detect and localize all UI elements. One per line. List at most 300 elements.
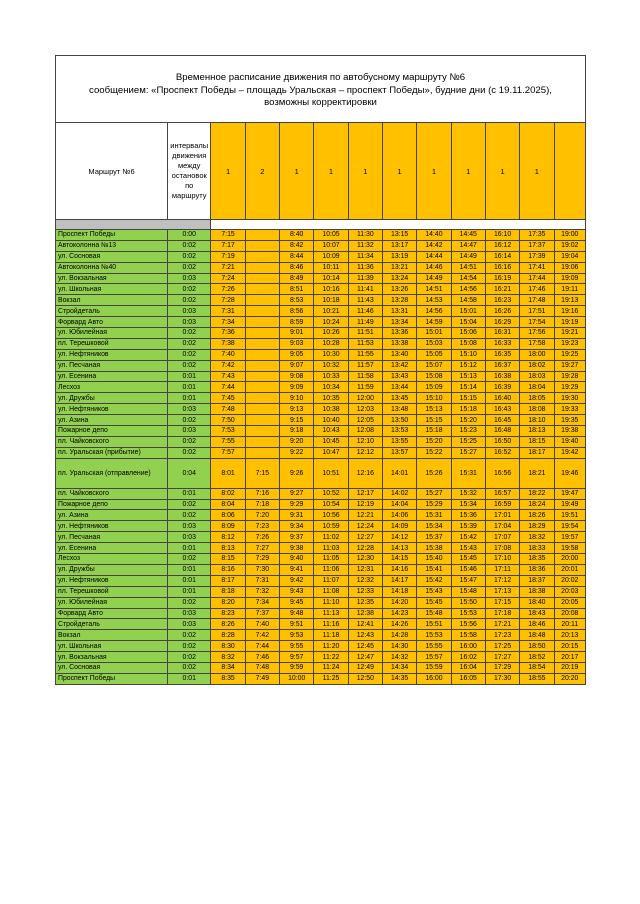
departure-time-cell: 14:44 (417, 251, 451, 262)
interval-cell: 0:01 (168, 382, 211, 393)
departure-time-cell: 15:56 (451, 619, 485, 630)
interval-cell: 0:03 (168, 521, 211, 532)
departure-time-cell: 9:59 (280, 662, 314, 673)
departure-time-cell: 14:17 (382, 575, 416, 586)
departure-time-cell: 20:02 (554, 575, 585, 586)
departure-time-cell: 8:16 (211, 564, 245, 575)
interval-cell: 0:03 (168, 306, 211, 317)
departure-time-cell: 12:27 (348, 532, 382, 543)
departure-time-cell: 8:51 (280, 284, 314, 295)
departure-time-cell: 19:35 (554, 415, 585, 426)
stop-name-cell: Проспект Победы (56, 673, 168, 684)
departure-time-cell: 17:18 (485, 608, 519, 619)
interval-cell: 0:01 (168, 393, 211, 404)
departure-time-cell: 7:40 (245, 619, 279, 630)
departure-time-cell: 16:29 (485, 317, 519, 328)
departure-time-cell (245, 415, 279, 426)
departure-time-cell: 13:48 (382, 404, 416, 415)
departure-time-cell: 19:28 (554, 371, 585, 382)
interval-cell: 0:02 (168, 662, 211, 673)
departure-time-cell: 8:46 (280, 262, 314, 273)
departure-time-cell: 20:01 (554, 564, 585, 575)
departure-time-cell: 8:17 (211, 575, 245, 586)
departure-time-cell: 17:13 (485, 586, 519, 597)
departure-time-cell: 7:53 (211, 426, 245, 437)
departure-time-cell: 15:43 (451, 543, 485, 554)
departure-time-cell: 12:10 (348, 436, 382, 447)
departure-time-cell: 19:23 (554, 338, 585, 349)
departure-time-cell: 17:41 (520, 262, 554, 273)
departure-time-cell: 16:04 (451, 662, 485, 673)
table-row (56, 338, 586, 349)
departure-time-cell: 15:05 (417, 349, 451, 360)
departure-time-cell: 18:05 (520, 393, 554, 404)
departure-time-cell: 7:31 (211, 306, 245, 317)
departure-time-cell: 8:23 (211, 608, 245, 619)
departure-time-cell: 19:29 (554, 382, 585, 393)
departure-time-cell: 15:27 (417, 488, 451, 499)
table-row (56, 447, 586, 458)
interval-cell: 0:03 (168, 404, 211, 415)
departure-time-cell: 14:06 (382, 510, 416, 521)
table-row (56, 619, 586, 630)
departure-time-cell (245, 262, 279, 273)
departure-time-cell: 13:57 (382, 447, 416, 458)
departure-time-cell: 19:38 (554, 426, 585, 437)
interval-cell: 0:02 (168, 349, 211, 360)
departure-time-cell: 11:30 (348, 230, 382, 241)
departure-time-cell: 7:37 (245, 608, 279, 619)
departure-time-cell: 7:43 (211, 371, 245, 382)
departure-time-cell: 10:34 (314, 382, 348, 393)
departure-time-cell: 19:16 (554, 306, 585, 317)
departure-time-cell: 14:51 (417, 284, 451, 295)
departure-time-cell: 7:42 (245, 630, 279, 641)
departure-time-cell: 18:48 (520, 630, 554, 641)
stop-name-cell: Автоколонна №40 (56, 262, 168, 273)
departure-time-cell: 17:08 (485, 543, 519, 554)
stop-name-cell: ул. Есенина (56, 543, 168, 554)
interval-cell: 0:03 (168, 608, 211, 619)
departure-time-cell: 19:30 (554, 393, 585, 404)
departure-time-cell (245, 317, 279, 328)
stop-name-cell: ул. Вокзальная (56, 652, 168, 663)
departure-time-cell: 8:04 (211, 499, 245, 510)
stop-name-cell: пл. Терешковой (56, 338, 168, 349)
departure-time-cell: 13:40 (382, 349, 416, 360)
departure-time-cell: 14:54 (451, 273, 485, 284)
departure-time-cell: 16:48 (485, 426, 519, 437)
departure-time-cell: 7:48 (245, 662, 279, 673)
interval-cell: 0:02 (168, 262, 211, 273)
departure-time-cell: 10:14 (314, 273, 348, 284)
departure-time-cell: 20:08 (554, 608, 585, 619)
departure-time-cell: 17:44 (520, 273, 554, 284)
departure-time-cell: 13:31 (382, 306, 416, 317)
departure-time-cell: 14:35 (382, 673, 416, 684)
trip-number-header: 1 (520, 123, 554, 220)
departure-time-cell: 14:34 (382, 662, 416, 673)
departure-time-cell: 10:30 (314, 349, 348, 360)
departure-time-cell: 16:05 (451, 673, 485, 684)
departure-time-cell (245, 306, 279, 317)
departure-time-cell: 18:32 (520, 532, 554, 543)
departure-time-cell: 18:43 (520, 608, 554, 619)
stop-name-cell: ул. Песчаная (56, 532, 168, 543)
trip-number-header: 1 (485, 123, 519, 220)
departure-time-cell (245, 426, 279, 437)
stop-name-cell: пл. Терешковой (56, 586, 168, 597)
table-row (56, 306, 586, 317)
departure-time-cell: 8:53 (280, 295, 314, 306)
departure-time-cell (245, 230, 279, 241)
stop-name-cell: пл. Чайковского (56, 436, 168, 447)
departure-time-cell: 18:17 (520, 447, 554, 458)
departure-time-cell: 10:09 (314, 251, 348, 262)
departure-time-cell: 18:33 (520, 543, 554, 554)
departure-time-cell: 15:31 (451, 458, 485, 488)
departure-time-cell: 14:04 (382, 499, 416, 510)
departure-time-cell: 8:42 (280, 240, 314, 251)
stop-name-cell: ул. Юбилейная (56, 328, 168, 339)
departure-time-cell: 9:37 (280, 532, 314, 543)
departure-time-cell: 15:23 (451, 426, 485, 437)
departure-time-cell: 8:06 (211, 510, 245, 521)
departure-time-cell: 14:09 (382, 521, 416, 532)
departure-time-cell: 8:56 (280, 306, 314, 317)
departure-time-cell (245, 338, 279, 349)
departure-time-cell: 17:04 (485, 521, 519, 532)
table-row (56, 488, 586, 499)
departure-time-cell: 11:22 (314, 652, 348, 663)
departure-time-cell: 15:50 (451, 597, 485, 608)
departure-time-cell: 17:54 (520, 317, 554, 328)
stop-name-cell: Пожарное депо (56, 499, 168, 510)
departure-time-cell: 13:45 (382, 393, 416, 404)
departure-time-cell (245, 436, 279, 447)
departure-time-cell: 7:27 (245, 543, 279, 554)
departure-time-cell: 15:58 (451, 630, 485, 641)
departure-time-cell: 7:44 (211, 382, 245, 393)
stop-name-cell: ул. Азина (56, 415, 168, 426)
departure-time-cell: 19:13 (554, 295, 585, 306)
stop-name-cell: ул. Вокзальная (56, 273, 168, 284)
departure-time-cell (245, 240, 279, 251)
departure-time-cell: 13:36 (382, 328, 416, 339)
departure-time-cell: 15:46 (451, 564, 485, 575)
departure-time-cell: 12:47 (348, 652, 382, 663)
departure-time-cell: 8:20 (211, 597, 245, 608)
departure-time-cell: 9:20 (280, 436, 314, 447)
table-row (56, 273, 586, 284)
departure-time-cell: 16:14 (485, 251, 519, 262)
departure-time-cell: 15:26 (417, 458, 451, 488)
departure-time-cell: 10:35 (314, 393, 348, 404)
stop-name-cell: ул. Нефтяников (56, 521, 168, 532)
departure-time-cell: 9:31 (280, 510, 314, 521)
stop-name-cell: Форвард Авто (56, 608, 168, 619)
stop-name-cell: ул. Азина (56, 510, 168, 521)
departure-time-cell: 13:34 (382, 317, 416, 328)
departure-time-cell: 20:00 (554, 554, 585, 565)
departure-time-cell: 8:49 (280, 273, 314, 284)
departure-time-cell: 19:11 (554, 284, 585, 295)
departure-time-cell: 15:18 (451, 404, 485, 415)
departure-time-cell: 16:39 (485, 382, 519, 393)
interval-cell: 0:02 (168, 597, 211, 608)
departure-time-cell: 18:38 (520, 586, 554, 597)
departure-time-cell (245, 251, 279, 262)
departure-time-cell: 16:35 (485, 349, 519, 360)
departure-time-cell: 7:20 (245, 510, 279, 521)
departure-time-cell: 7:15 (211, 230, 245, 241)
departure-time-cell: 20:20 (554, 673, 585, 684)
departure-time-cell: 15:32 (451, 488, 485, 499)
departure-time-cell: 7:57 (211, 447, 245, 458)
departure-time-cell: 17:48 (520, 295, 554, 306)
departure-time-cell: 8:12 (211, 532, 245, 543)
departure-time-cell: 10:38 (314, 404, 348, 415)
trip-number-header: 1 (314, 123, 348, 220)
table-row (56, 295, 586, 306)
departure-time-cell (245, 447, 279, 458)
departure-time-cell: 19:06 (554, 262, 585, 273)
trip-number-header: 1 (382, 123, 416, 220)
departure-time-cell: 12:50 (348, 673, 382, 684)
stop-name-cell: ул. Юбилейная (56, 597, 168, 608)
departure-time-cell: 12:16 (348, 458, 382, 488)
interval-cell: 0:02 (168, 415, 211, 426)
stop-name-cell: ул. Песчаная (56, 360, 168, 371)
departure-time-cell: 16:40 (485, 393, 519, 404)
departure-time-cell: 19:58 (554, 543, 585, 554)
stop-name-cell: ул. Сосновая (56, 251, 168, 262)
departure-time-cell: 14:53 (417, 295, 451, 306)
table-row (56, 641, 586, 652)
departure-time-cell: 16:12 (485, 240, 519, 251)
header-spacer-row (56, 220, 586, 230)
departure-time-cell: 16:31 (485, 328, 519, 339)
departure-time-cell: 7:17 (211, 240, 245, 251)
departure-time-cell: 19:47 (554, 488, 585, 499)
interval-cell: 0:02 (168, 641, 211, 652)
table-row (56, 608, 586, 619)
schedule-table (55, 55, 586, 685)
departure-time-cell: 7:50 (211, 415, 245, 426)
departure-time-cell: 7:40 (211, 349, 245, 360)
departure-time-cell: 8:18 (211, 586, 245, 597)
departure-time-cell: 17:11 (485, 564, 519, 575)
departure-time-cell: 19:57 (554, 532, 585, 543)
departure-time-cell: 16:45 (485, 415, 519, 426)
departure-time-cell: 9:57 (280, 652, 314, 663)
departure-time-cell: 15:07 (417, 360, 451, 371)
departure-time-cell: 8:28 (211, 630, 245, 641)
departure-time-cell: 15:39 (451, 521, 485, 532)
departure-time-cell: 11:46 (348, 306, 382, 317)
departure-time-cell: 17:29 (485, 662, 519, 673)
departure-time-cell: 9:41 (280, 564, 314, 575)
table-row (56, 662, 586, 673)
departure-time-cell (245, 349, 279, 360)
departure-time-cell: 13:43 (382, 371, 416, 382)
departure-time-cell: 15:12 (451, 360, 485, 371)
departure-time-cell: 7:30 (245, 564, 279, 575)
stop-name-cell: пл. Уральская (прибытие) (56, 447, 168, 458)
departure-time-cell: 15:53 (417, 630, 451, 641)
departure-time-cell: 9:38 (280, 543, 314, 554)
table-row (56, 564, 586, 575)
interval-cell: 0:02 (168, 251, 211, 262)
departure-time-cell: 13:44 (382, 382, 416, 393)
departure-time-cell: 17:46 (520, 284, 554, 295)
table-row (56, 652, 586, 663)
departure-time-cell: 15:36 (451, 510, 485, 521)
departure-time-cell: 9:43 (280, 586, 314, 597)
departure-time-cell: 13:53 (382, 426, 416, 437)
table-row (56, 393, 586, 404)
departure-time-cell: 14:18 (382, 586, 416, 597)
departure-time-cell: 17:01 (485, 510, 519, 521)
stop-name-cell: Проспект Победы (56, 230, 168, 241)
departure-time-cell: 7:29 (245, 554, 279, 565)
interval-cell: 0:02 (168, 284, 211, 295)
departure-time-cell: 12:12 (348, 447, 382, 458)
departure-time-cell: 11:32 (348, 240, 382, 251)
departure-time-cell: 8:34 (211, 662, 245, 673)
departure-time-cell: 10:18 (314, 295, 348, 306)
departure-time-cell: 18:52 (520, 652, 554, 663)
departure-time-cell: 7:31 (245, 575, 279, 586)
departure-time-cell: 19:46 (554, 458, 585, 488)
table-row (56, 673, 586, 684)
departure-time-cell: 17:30 (485, 673, 519, 684)
trip-number-header: 1 (211, 123, 245, 220)
departure-time-cell: 13:17 (382, 240, 416, 251)
departure-time-cell: 9:03 (280, 338, 314, 349)
departure-time-cell: 14:23 (382, 608, 416, 619)
departure-time-cell: 10:40 (314, 415, 348, 426)
departure-time-cell: 9:48 (280, 608, 314, 619)
departure-time-cell (245, 284, 279, 295)
departure-time-cell: 10:24 (314, 317, 348, 328)
departure-time-cell (245, 393, 279, 404)
stop-name-cell: Лесхоз (56, 554, 168, 565)
departure-time-cell: 17:58 (520, 338, 554, 349)
departure-time-cell: 19:27 (554, 360, 585, 371)
departure-time-cell: 16:37 (485, 360, 519, 371)
departure-time-cell: 7:16 (245, 488, 279, 499)
departure-time-cell: 9:08 (280, 371, 314, 382)
departure-time-cell: 12:49 (348, 662, 382, 673)
departure-time-cell (245, 360, 279, 371)
departure-time-cell: 16:50 (485, 436, 519, 447)
departure-time-cell: 15:04 (451, 317, 485, 328)
interval-cell: 0:02 (168, 447, 211, 458)
trip-number-header: 2 (245, 123, 279, 220)
departure-time-cell: 11:05 (314, 554, 348, 565)
departure-time-cell: 11:58 (348, 371, 382, 382)
departure-time-cell: 17:10 (485, 554, 519, 565)
title-line-3: возможны корректировки (264, 97, 377, 109)
departure-time-cell: 12:45 (348, 641, 382, 652)
departure-time-cell: 7:21 (211, 262, 245, 273)
departure-time-cell: 16:59 (485, 499, 519, 510)
departure-time-cell: 8:32 (211, 652, 245, 663)
departure-time-cell: 11:03 (314, 543, 348, 554)
departure-time-cell: 14:49 (417, 273, 451, 284)
departure-time-cell: 20:05 (554, 597, 585, 608)
departure-time-cell: 15:08 (417, 371, 451, 382)
departure-time-cell: 18:08 (520, 404, 554, 415)
interval-cell: 0:01 (168, 371, 211, 382)
departure-time-cell: 16:16 (485, 262, 519, 273)
departure-time-cell: 16:00 (417, 673, 451, 684)
departure-time-cell: 16:10 (485, 230, 519, 241)
departure-time-cell: 17:23 (485, 630, 519, 641)
departure-time-cell: 15:34 (417, 521, 451, 532)
departure-time-cell: 16:33 (485, 338, 519, 349)
departure-time-cell: 7:45 (211, 393, 245, 404)
departure-time-cell: 16:57 (485, 488, 519, 499)
departure-time-cell: 9:07 (280, 360, 314, 371)
departure-time-cell: 9:53 (280, 630, 314, 641)
departure-time-cell: 7:32 (245, 586, 279, 597)
departure-time-cell: 15:34 (451, 499, 485, 510)
departure-time-cell: 18:24 (520, 499, 554, 510)
table-row (56, 510, 586, 521)
interval-cell: 0:02 (168, 240, 211, 251)
departure-time-cell: 19:00 (554, 230, 585, 241)
departure-time-cell: 14:30 (382, 641, 416, 652)
departure-time-cell: 16:00 (451, 641, 485, 652)
stop-name-cell: ул. Нефтяников (56, 575, 168, 586)
departure-time-cell: 20:19 (554, 662, 585, 673)
departure-time-cell: 12:32 (348, 575, 382, 586)
departure-time-cell: 14:02 (382, 488, 416, 499)
stop-name-cell: ул. Сосновая (56, 662, 168, 673)
departure-time-cell: 19:21 (554, 328, 585, 339)
departure-time-cell: 11:24 (314, 662, 348, 673)
departure-time-cell: 15:25 (451, 436, 485, 447)
table-row (56, 317, 586, 328)
interval-cell: 0:02 (168, 436, 211, 447)
interval-cell: 0:01 (168, 575, 211, 586)
departure-time-cell: 20:13 (554, 630, 585, 641)
departure-time-cell: 7:19 (211, 251, 245, 262)
departure-time-cell: 8:44 (280, 251, 314, 262)
departure-time-cell: 11:16 (314, 619, 348, 630)
departure-time-cell: 19:54 (554, 521, 585, 532)
departure-time-cell: 12:31 (348, 564, 382, 575)
departure-time-cell: 8:15 (211, 554, 245, 565)
departure-time-cell: 9:34 (280, 521, 314, 532)
departure-time-cell: 10:16 (314, 284, 348, 295)
stop-name-cell: Стройдеталь (56, 619, 168, 630)
departure-time-cell: 15:40 (417, 554, 451, 565)
table-row (56, 284, 586, 295)
departure-time-cell: 9:42 (280, 575, 314, 586)
departure-time-cell: 14:46 (417, 262, 451, 273)
departure-time-cell: 10:05 (314, 230, 348, 241)
departure-time-cell: 12:21 (348, 510, 382, 521)
departure-time-cell: 7:18 (245, 499, 279, 510)
departure-time-cell: 14:12 (382, 532, 416, 543)
trip-number-header: 1 (280, 123, 314, 220)
departure-time-cell: 8:59 (280, 317, 314, 328)
departure-time-cell: 11:25 (314, 673, 348, 684)
table-row (56, 240, 586, 251)
